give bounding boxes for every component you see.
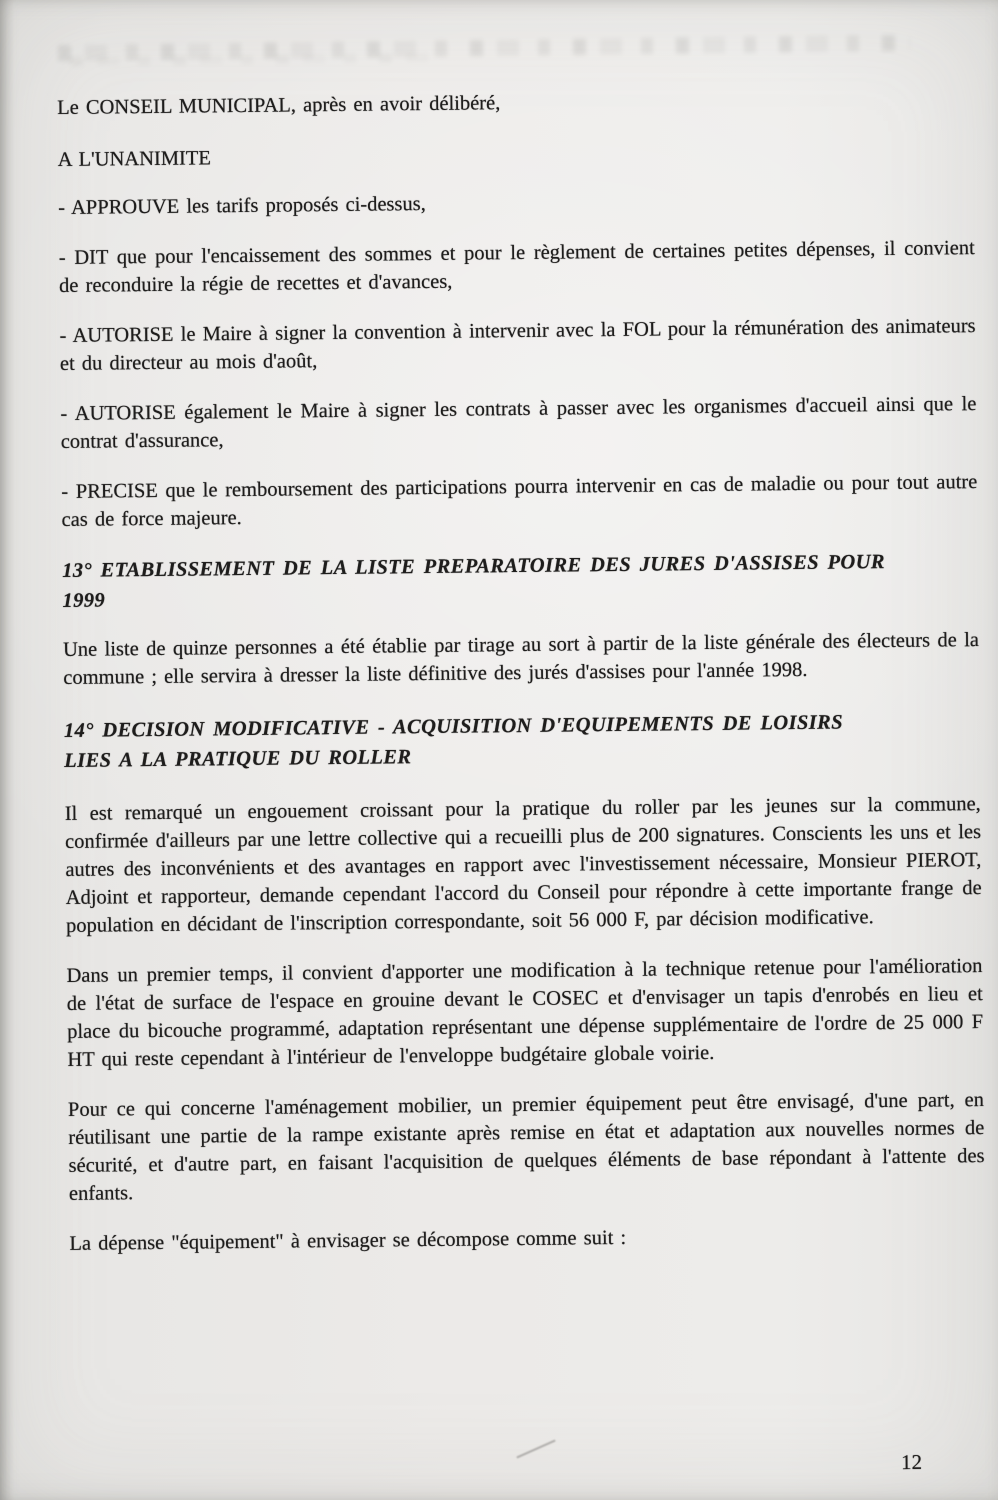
section-14-paragraph-mobilier: Pour ce qui concerne l'aménagement mobilier, un premier équipement peut être envisagé, d'une part, en réutilisant une partie de la rampe existante après remise en état et adaptation aux nouvelles normes de sécurité, et d'autre part, en faisant l'acquisition de quelques éléments de base répondant à l'attente des enfants. <box>67 1089 985 1205</box>
section-13-heading: 13° ETABLISSEMENT DE LA LISTE PREPARATOIRE DES JURES D'ASSISES POUR 1999 <box>62 551 886 612</box>
section-14-paragraph-roller: Il est remarqué un engouement croissant pour la pratique du roller par les jeunes sur la commune, confirmée d'ailleurs par une lettre collective qui a recueilli plus de 200 signatures. Conscients les uns et les autres des inconvénients et des avantages en rapport avec l'investissement nécessaire, Monsieur PIEROT, Adjoint et rapporteur, demande cependant l'accord du Conseil pour répondre à cette importante frange de population en décidant de l'inscription correspondante, soit 56 000 F, par décision modificative. <box>64 793 982 937</box>
resolution-autorise-contrats: - AUTORISE également le Maire à signer les contrats à passer avec les organismes d'accueil ainsi que le contrat d'assurance, <box>60 393 977 453</box>
section-13-paragraph: Une liste de quinze personnes a été établie par tirage au sort à partir de la liste générale des électeurs de la commune ; elle servira à dresser la liste définitive des jurés d'assises pour l'année 1998. <box>62 629 980 689</box>
scan-scratch-mark <box>516 1440 555 1459</box>
resolution-approuve: - APPROUVE les tarifs proposés ci-dessus, <box>58 193 426 219</box>
section-14-paragraph-depense: La dépense "équipement" à envisager se décompose comme suit : <box>69 1226 627 1255</box>
resolution-dit: - DIT que pour l'encaissement des sommes et pour le règlement de certaines petites dépenses, il convient de reconduire la régie de recettes et d'avances, <box>58 237 975 297</box>
resolution-precise: - PRECISE que le remboursement des participations pourra intervenir en cas de maladie ou pour tout autre cas de force majeure. <box>61 471 978 531</box>
section-14-paragraph-surface: Dans un premier temps, il convient d'apporter une modification à la technique retenue pour l'amélioration de l'état de surface de l'espace en grouine devant le COSEC et d'envisager un tapis d'enrobés en lieu et place du bicouche programmé, adaptation représentant une dépense supplémentaire de l'ordre de 25 000 F HT qui reste cependant à l'intérieur de l'enveloppe budgétaire globale voirie. <box>66 955 984 1071</box>
deliberation-line: Le CONSEIL MUNICIPAL, après en avoir délibéré, <box>57 92 501 119</box>
document-body <box>57 84 986 1258</box>
vote-result-line: A L'UNANIMITE <box>57 147 211 171</box>
page-number: 12 <box>900 1449 923 1475</box>
section-14-heading: 14° DECISION MODIFICATIVE - ACQUISITION D'EQUIPEMENTS DE LOISIRS LIES A LA PRATIQUE DU ROLLER <box>63 711 844 772</box>
resolution-autorise-convention: - AUTORISE le Maire à signer la convention à intervenir avec la FOL pour la rémunération des animateurs et du directeur au mois d'août, <box>59 315 976 375</box>
